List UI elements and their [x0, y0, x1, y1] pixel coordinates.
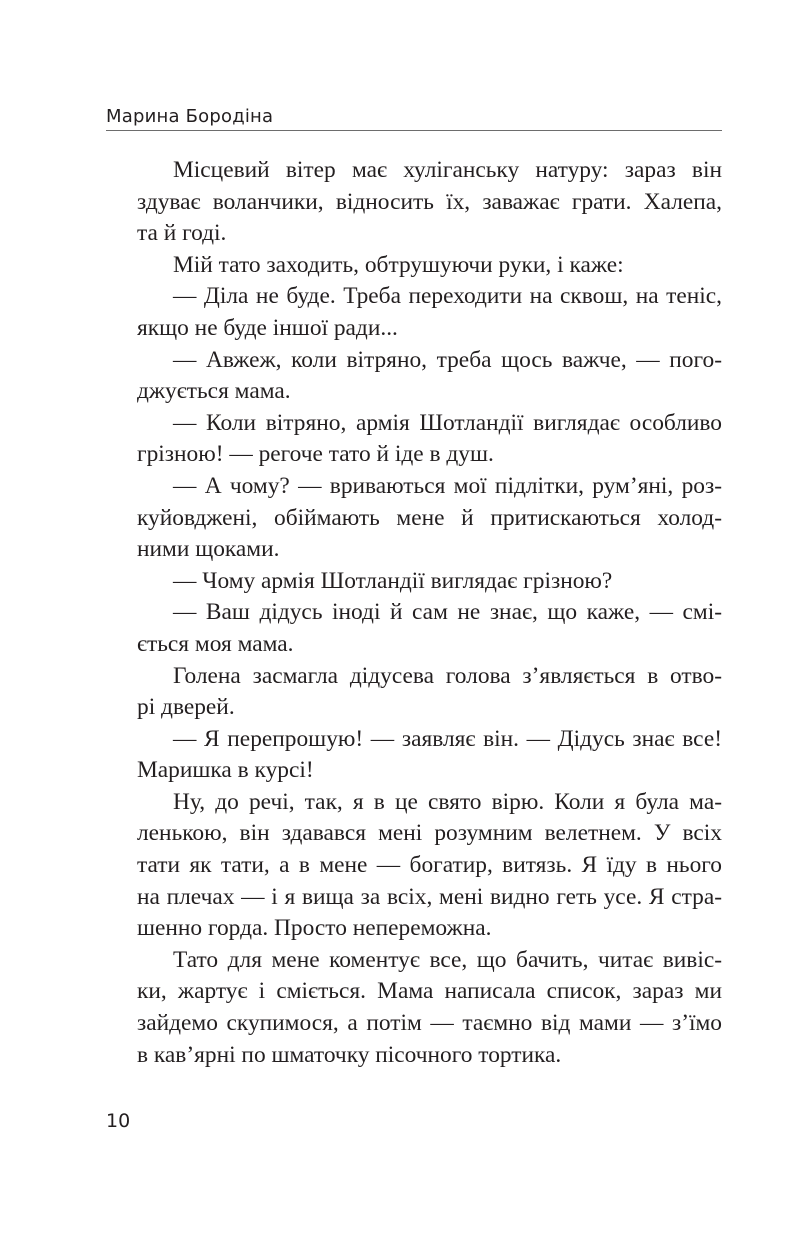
text-line: Ну, до речі, так, я в це свято вірю. Коли я була ма-	[173, 788, 722, 815]
page-body-text	[137, 155, 722, 1071]
text-line: Тато для мене коментує все, що бачить, читає вивіс-	[173, 946, 722, 973]
text-line: ленькою, він здавався мені розумним велетнем. У всіх	[137, 820, 722, 847]
text-line: куйовджені, обіймають мене й притискаються холод-	[137, 504, 722, 531]
text-line: та й годі.	[137, 220, 227, 247]
text-line: ки, жартує і сміється. Мама написала список, зараз ми	[137, 978, 722, 1005]
text-line: на плечах — і я вища за всіх, мені видно геть усе. Я стра-	[137, 883, 722, 910]
running-head-author: Марина Бородіна	[106, 104, 722, 131]
text-line: — Коли вітряно, армія Шотландії виглядає особливо	[173, 409, 722, 436]
text-line: Маришка в курсі!	[137, 757, 314, 784]
text-line: — Чому армія Шотландії виглядає грізною?	[173, 567, 613, 594]
text-line: — Ваш дідусь іноді й сам не знає, що каже, — смі-	[173, 599, 722, 626]
text-line: — Діла не буде. Треба переходити на сквош, на теніс,	[173, 283, 722, 310]
text-line: ється моя мама.	[137, 630, 294, 657]
text-line: в кав’ярні по шматочку пісочного тортика.	[137, 1041, 562, 1068]
text-line: шенно горда. Просто непереможна.	[137, 915, 492, 942]
text-line: якщо не буде іншої ради...	[137, 314, 398, 341]
text-line: джується мама.	[137, 378, 291, 405]
text-line: Мій тато заходить, обтрушуючи руки, і каже:	[173, 251, 624, 278]
text-line: тати як тати, а в мене — богатир, витязь. Я їду в нього	[137, 852, 722, 879]
text-line: — А чому? — вриваються мої підлітки, рум’яні, роз-	[173, 472, 722, 499]
text-line: рі дверей.	[137, 694, 235, 721]
page-number: 10	[106, 1110, 131, 1132]
text-line: зайдемо скупимося, а потім — таємно від мами — з’їмо	[137, 1010, 722, 1037]
text-line: — Я перепрошую! — заявляє він. — Дідусь знає все!	[173, 725, 722, 752]
text-line: ними щоками.	[137, 536, 280, 563]
text-line: Голена засмагла дідусева голова з’являється в отво-	[173, 662, 722, 689]
text-line: Місцевий вітер має хуліганську натуру: зараз він	[173, 157, 722, 183]
text-line: — Авжеж, коли вітряно, треба щось важче, — пого-	[173, 346, 722, 373]
text-line: здуває воланчики, відносить їх, заважає грати. Халепа,	[137, 188, 722, 215]
text-line: грізною! — регоче тато й іде в душ.	[137, 441, 494, 468]
